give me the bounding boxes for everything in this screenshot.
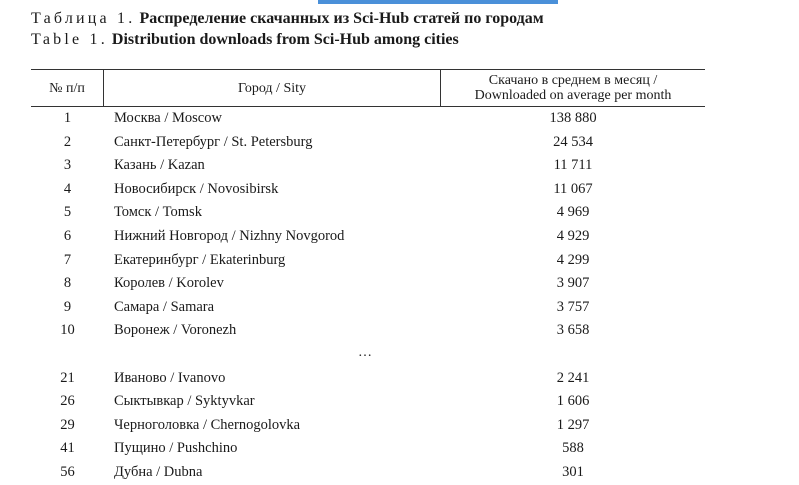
cell-num: 26	[60, 393, 75, 410]
cell-downloads: 138 880	[549, 110, 597, 126]
table-row	[31, 437, 705, 461]
cell-city: Дубна / Dubna	[114, 463, 203, 480]
cell-city: Самара / Samara	[114, 298, 215, 315]
cell-downloads: 3 907	[556, 275, 590, 292]
cell-city: Иваново / Ivanovo	[114, 369, 226, 386]
cell-num: 8	[63, 275, 72, 292]
table-row	[31, 225, 705, 249]
cell-city: Москва / Moscow	[114, 110, 222, 126]
table-row	[31, 107, 705, 131]
cell-num: 9	[63, 298, 72, 315]
cell-num: 6	[63, 227, 72, 244]
table-row	[31, 390, 705, 414]
table-row	[31, 367, 705, 391]
cell-city: Королев / Korolev	[114, 275, 224, 292]
cell-num: 21	[60, 369, 75, 386]
table-row	[31, 154, 705, 178]
cell-num: 10	[60, 322, 75, 339]
cell-city: Екатеринбург / Ekaterinburg	[114, 251, 286, 268]
cell-downloads: 11 711	[553, 157, 593, 174]
table-header	[31, 69, 705, 107]
cell-city: Казань / Kazan	[114, 157, 205, 174]
cell-num: 1	[63, 110, 72, 126]
cell-city: Новосибирск / Novosibirsk	[114, 180, 279, 197]
table-row	[31, 131, 705, 155]
downloads-table	[31, 69, 705, 480]
cell-downloads: 3 658	[556, 322, 590, 339]
ellipsis: …	[358, 344, 372, 360]
cell-num: 7	[63, 251, 72, 268]
header-downloads	[441, 70, 705, 106]
cell-downloads: 2 241	[556, 369, 590, 386]
table-row	[31, 414, 705, 438]
cell-city: Пущино / Pushchino	[114, 440, 238, 457]
cell-downloads: 11 067	[553, 180, 593, 197]
cell-downloads: 3 757	[556, 298, 590, 315]
cell-num: 2	[63, 133, 72, 150]
cell-downloads: 301	[562, 463, 584, 480]
header-downloads-line1: Скачано в среднем в месяц /	[488, 73, 658, 88]
table-row	[31, 272, 705, 296]
cell-city: Воронеж / Voronezh	[114, 322, 237, 339]
header-num: № п/п	[31, 70, 104, 106]
cell-num: 4	[63, 180, 72, 197]
table-row	[31, 296, 705, 320]
cell-num: 5	[63, 204, 72, 221]
top-accent-bar	[318, 0, 558, 4]
cell-num: 29	[60, 416, 75, 433]
cell-city: Нижний Новгород / Nizhny Novgorod	[114, 227, 345, 244]
caption-label-en: Table 1.	[31, 31, 108, 48]
cell-city: Санкт-Петербург / St. Petersburg	[114, 133, 313, 150]
cell-downloads: 4 929	[556, 227, 590, 244]
table-row	[31, 249, 705, 273]
cell-num: 56	[60, 463, 75, 480]
cell-downloads: 24 534	[553, 133, 593, 150]
table-row	[31, 178, 705, 202]
cell-num: 3	[63, 157, 72, 174]
header-downloads-line2: Downloaded on average per month	[474, 88, 672, 103]
table-ellipsis-row	[31, 343, 705, 367]
cell-downloads: 4 299	[556, 251, 590, 268]
table-row	[31, 319, 705, 343]
cell-city: Черноголовка / Chernogolovka	[114, 416, 301, 433]
cell-num: 41	[60, 440, 75, 457]
caption-label-ru: Таблица 1.	[31, 10, 136, 27]
cell-downloads: 4 969	[556, 204, 590, 221]
table-body	[31, 107, 705, 485]
header-city: Город / Sity	[104, 70, 441, 106]
table-caption-ru	[31, 10, 544, 28]
table-row	[31, 461, 705, 485]
cell-city: Сыктывкар / Syktyvkar	[114, 393, 255, 410]
cell-downloads: 1 606	[556, 393, 590, 410]
table-row	[31, 201, 705, 225]
table-caption-en	[31, 31, 459, 49]
caption-title-en: Distribution downloads from Sci-Hub among cities	[111, 31, 459, 48]
caption-title-ru: Распределение скачанных из Sci-Hub статей по городам	[139, 10, 544, 27]
cell-city: Томск / Tomsk	[114, 204, 202, 221]
cell-downloads: 1 297	[556, 416, 590, 433]
cell-downloads: 588	[562, 440, 584, 457]
